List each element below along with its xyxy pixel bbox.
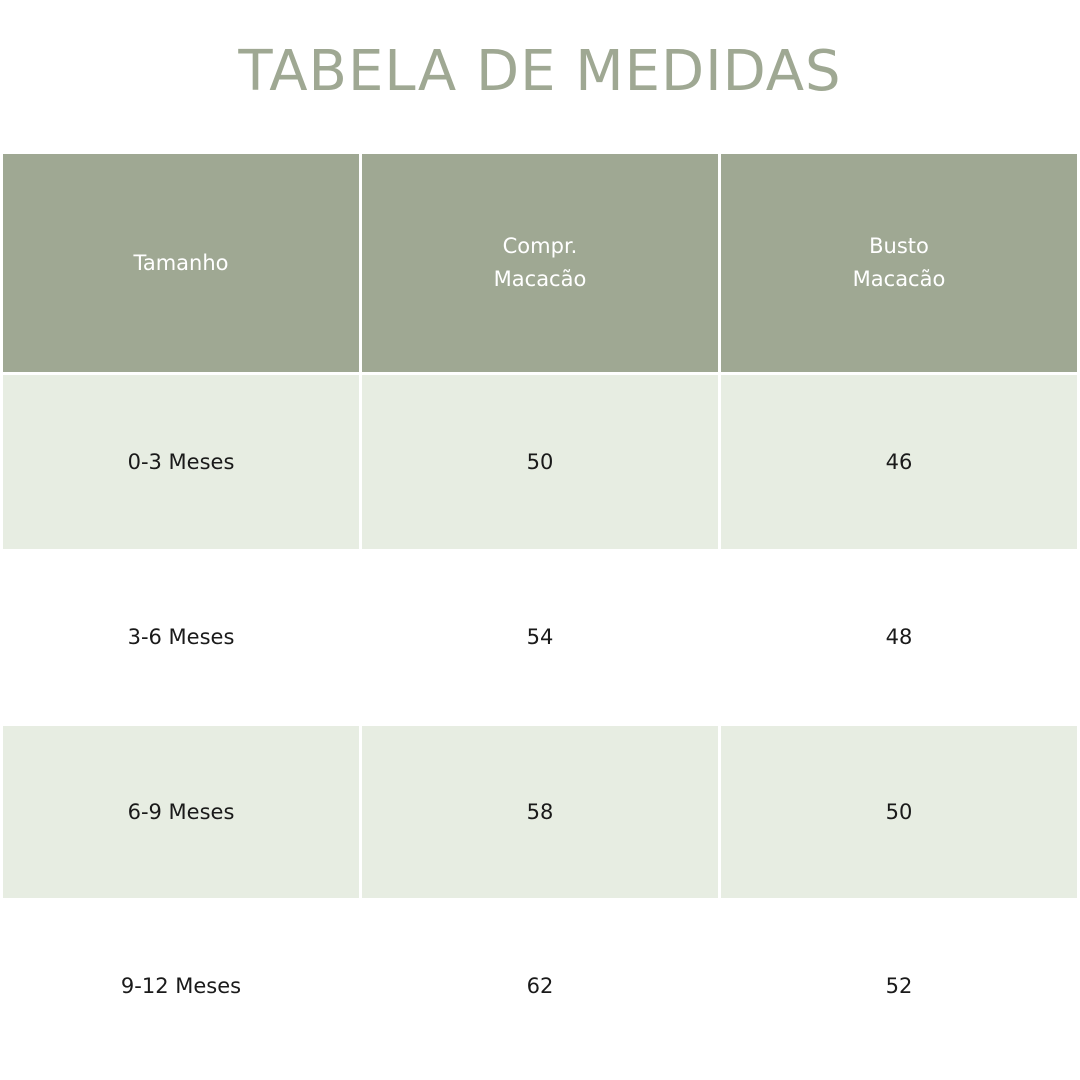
- cell-length: 58: [362, 726, 718, 898]
- cell-size: 9-12 Meses: [3, 898, 359, 1075]
- cell-bust: 46: [721, 375, 1077, 549]
- cell-size: 6-9 Meses: [3, 726, 359, 898]
- table-row: [3, 375, 1077, 549]
- table-row: [3, 898, 1077, 1075]
- table-row: [3, 726, 1077, 898]
- header-length: Compr. Macacão: [362, 154, 718, 372]
- header-size: Tamanho: [3, 154, 359, 372]
- header-bust: Busto Macacão: [721, 154, 1077, 372]
- table-header-row: [3, 154, 1077, 372]
- cell-size: 3-6 Meses: [3, 549, 359, 726]
- cell-bust: 50: [721, 726, 1077, 898]
- cell-length: 54: [362, 549, 718, 726]
- table-row: [3, 549, 1077, 726]
- page-title: TABELA DE MEDIDAS: [238, 39, 842, 104]
- cell-length: 50: [362, 375, 718, 549]
- size-chart-table: [3, 154, 1077, 1075]
- cell-length: 62: [362, 898, 718, 1075]
- cell-bust: 52: [721, 898, 1077, 1075]
- cell-bust: 48: [721, 549, 1077, 726]
- cell-size: 0-3 Meses: [3, 375, 359, 549]
